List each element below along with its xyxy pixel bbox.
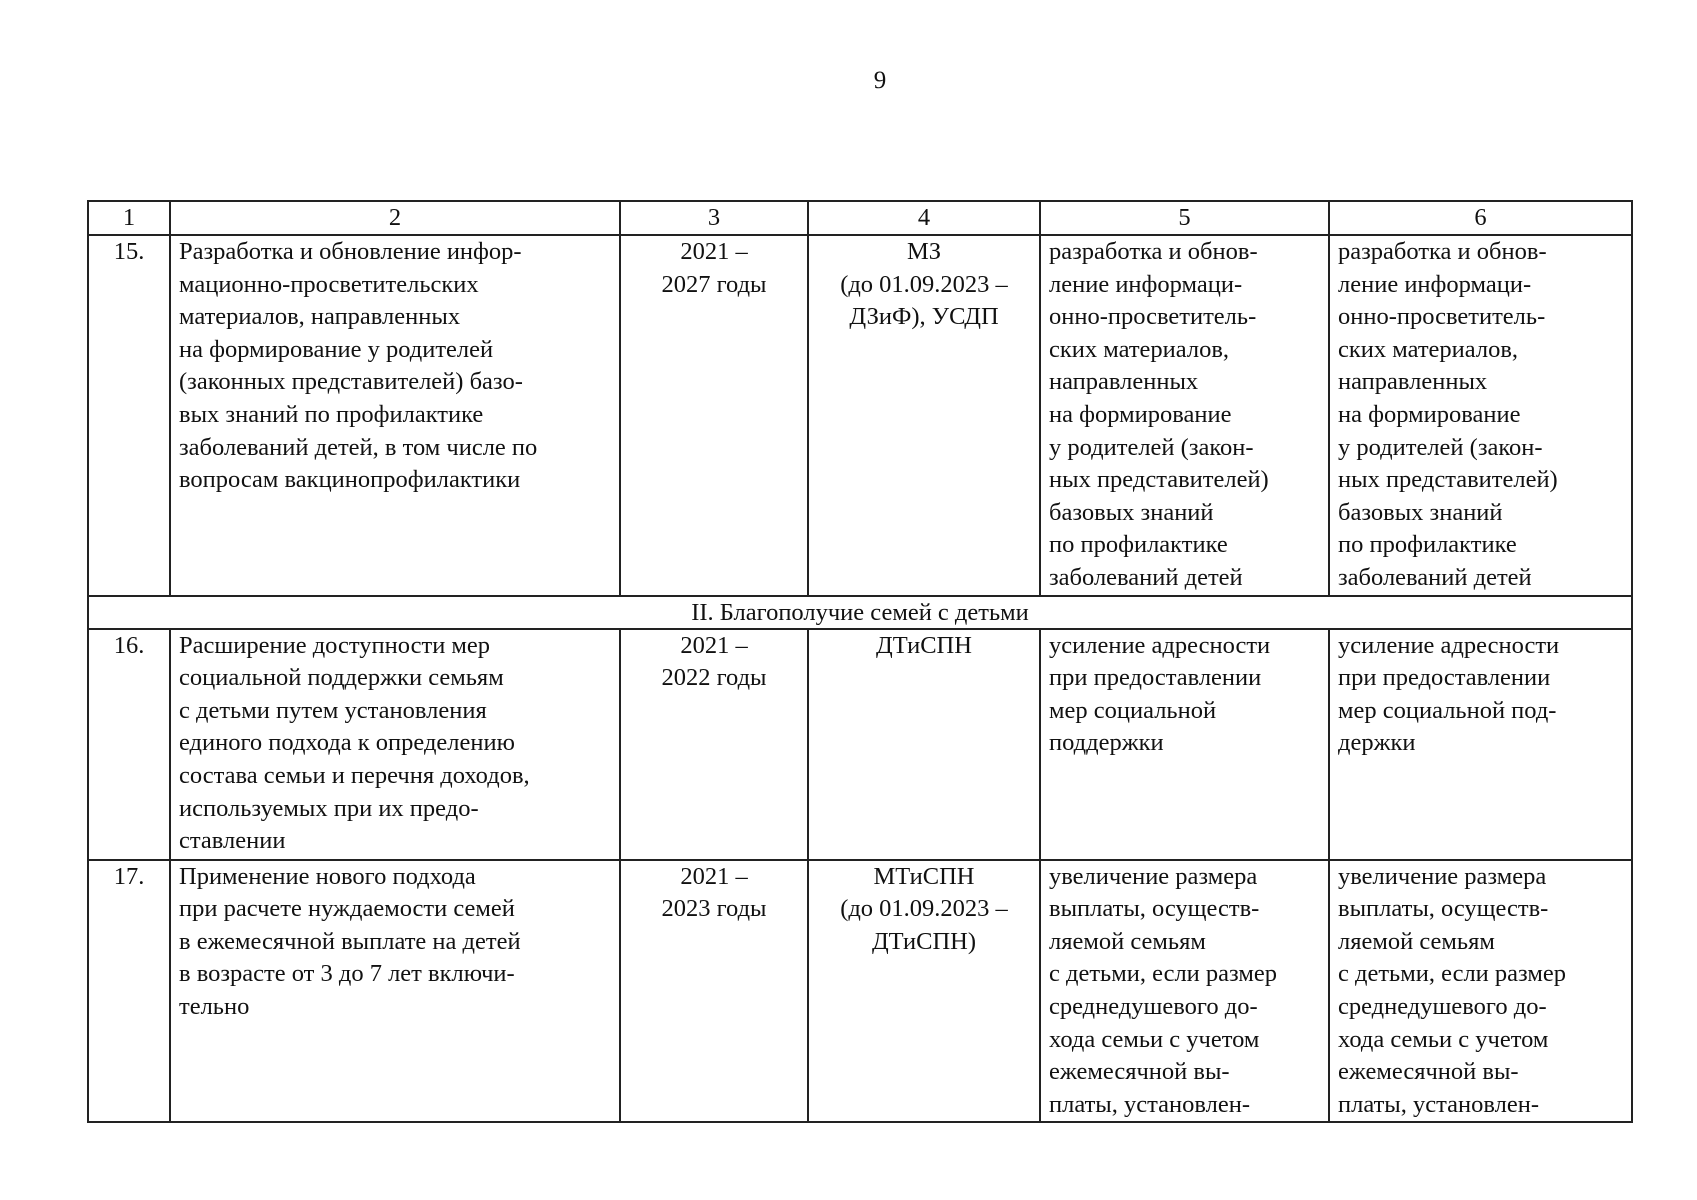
column-number-2: 2 xyxy=(170,201,620,235)
column-number-1: 1 xyxy=(88,201,170,235)
event-cell: Разработка и обновление инфор- мационно-просветительских материалов, направленных на формирование у родителей (законных представителей) базо- вых знаний по профилактике заболеваний детей, в том числе по вопросам вакцинопрофилактики xyxy=(170,235,620,596)
plan-table xyxy=(87,200,1633,1123)
event-cell: Применение нового подхода при расчете нуждаемости семей в ежемесячной выплате на детей в возрасте от 3 до 7 лет включи- тельно xyxy=(170,860,620,1123)
event-cell: Расширение доступности мер социальной поддержки семьям с детьми путем установления единого подхода к определению состава семьи и перечня доходов, используемых при их предо- ставлении xyxy=(170,629,620,860)
table-header-row xyxy=(88,201,1632,235)
responsible-cell: МЗ (до 01.09.2023 – ДЗиФ), УСДП xyxy=(808,235,1040,596)
period-cell: 2021 – 2022 годы xyxy=(620,629,808,860)
effect-cell: увеличение размера выплаты, осуществ- ляемой семьям с детьми, если размер среднедушевого до- хода семьи с учетом ежемесячной вы- платы, установлен- xyxy=(1329,860,1632,1123)
result-cell: увеличение размера выплаты, осуществ- ляемой семьям с детьми, если размер среднедушевого до- хода семьи с учетом ежемесячной вы- платы, установлен- xyxy=(1040,860,1329,1123)
responsible-cell: ДТиСПН xyxy=(808,629,1040,860)
period-cell: 2021 – 2027 годы xyxy=(620,235,808,596)
effect-cell: усиление адресности при предоставлении мер социальной под- держки xyxy=(1329,629,1632,860)
row-number: 16. xyxy=(88,629,170,860)
table-row xyxy=(88,860,1632,1123)
column-number-5: 5 xyxy=(1040,201,1329,235)
result-cell: усиление адресности при предоставлении мер социальной поддержки xyxy=(1040,629,1329,860)
row-number: 15. xyxy=(88,235,170,596)
table-row xyxy=(88,235,1632,596)
effect-cell: разработка и обнов- ление информаци- онно-просветитель- ских материалов, направленных на формирование у родителей (закон- ных представителей) базовых знаний по профилактике заболеваний детей xyxy=(1329,235,1632,596)
section-row xyxy=(88,596,1632,629)
section-title: II. Благополучие семей с детьми xyxy=(88,596,1632,629)
period-cell: 2021 – 2023 годы xyxy=(620,860,808,1123)
column-number-3: 3 xyxy=(620,201,808,235)
table-row xyxy=(88,629,1632,860)
row-number: 17. xyxy=(88,860,170,1123)
column-number-6: 6 xyxy=(1329,201,1632,235)
page-number: 9 xyxy=(873,67,887,94)
column-number-4: 4 xyxy=(808,201,1040,235)
result-cell: разработка и обнов- ление информаци- онно-просветитель- ских материалов, направленных на формирование у родителей (закон- ных представителей) базовых знаний по профилактике заболеваний детей xyxy=(1040,235,1329,596)
responsible-cell: МТиСПН (до 01.09.2023 – ДТиСПН) xyxy=(808,860,1040,1123)
